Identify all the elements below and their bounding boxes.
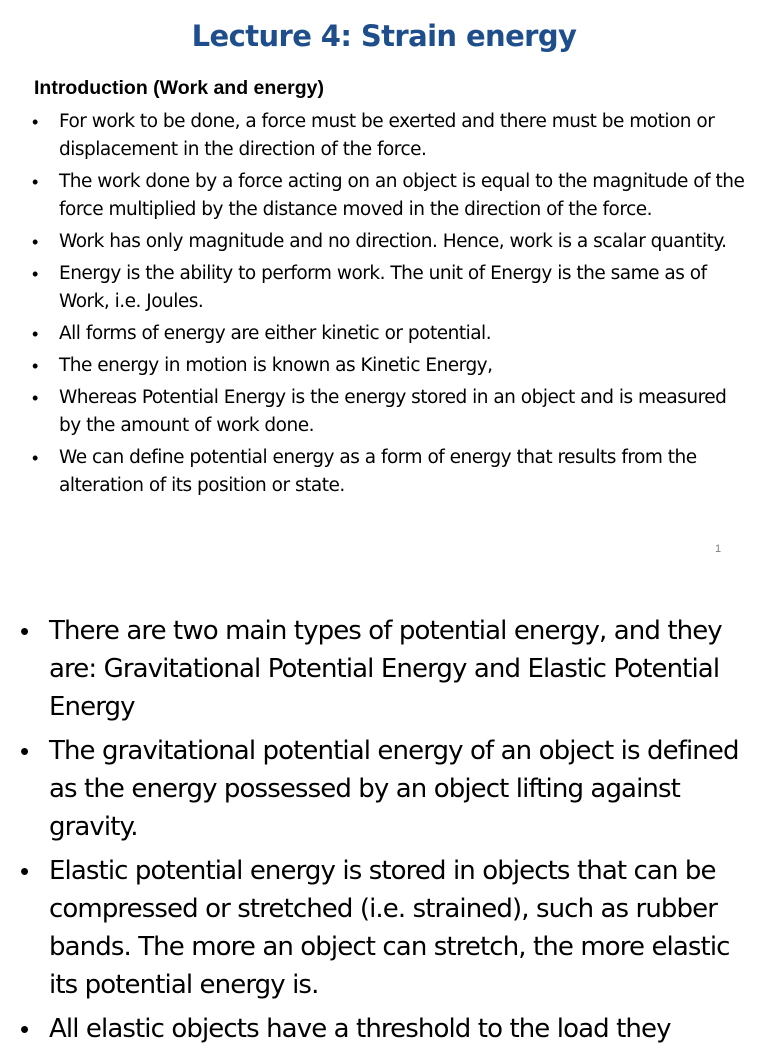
list-item	[0, 732, 765, 846]
bullet-list	[0, 108, 745, 504]
bullet-icon: •	[20, 856, 29, 886]
bullet-list	[0, 612, 765, 1054]
list-item	[0, 384, 745, 440]
section-heading: Introduction (Work and energy)	[34, 77, 324, 99]
list-item	[0, 1010, 765, 1048]
list-item	[0, 352, 745, 380]
list-item-text: For work to be done, a force must be exerted and there must be motion or displacement in the direction of the force.	[59, 111, 715, 160]
bullet-icon: •	[32, 232, 38, 252]
list-item-text: Work has only magnitude and no direction. Hence, work is a scalar quantity.	[59, 231, 727, 252]
list-item-text: All elastic objects have a threshold to the load they	[49, 1014, 671, 1044]
list-item	[0, 108, 745, 164]
list-item	[0, 168, 745, 224]
list-item	[0, 228, 745, 256]
bullet-icon: •	[32, 324, 38, 344]
bullet-icon: •	[32, 448, 38, 468]
slide-title: Lecture 4: Strain energy	[191, 19, 577, 53]
slide-2	[0, 584, 768, 1044]
bullet-icon: •	[32, 264, 38, 284]
list-item-text: Energy is the ability to perform work. The unit of Energy is the same as of Work, i.e. Joules.	[59, 263, 707, 312]
list-item-text: The work done by a force acting on an object is equal to the magnitude of the force multiplied by the distance moved in the direction of the force.	[59, 171, 745, 220]
list-item	[0, 444, 745, 500]
bullet-icon: •	[32, 172, 38, 192]
bullet-icon: •	[32, 388, 38, 408]
bullet-icon: •	[20, 616, 29, 646]
list-item-text: The energy in motion is known as Kinetic Energy,	[59, 355, 493, 376]
list-item-text: There are two main types of potential energy, and they are: Gravitational Potential Energy and Elastic Potential Energy	[49, 616, 722, 722]
list-item-text: We can define potential energy as a form of energy that results from the alteration of its position or state.	[59, 447, 697, 496]
list-item-text: The gravitational potential energy of an object is defined as the energy possessed by an object lifting against gravity.	[49, 736, 739, 842]
list-item	[0, 320, 745, 348]
bullet-icon: •	[32, 112, 38, 132]
list-item-text: Elastic potential energy is stored in objects that can be compressed or stretched (i.e. strained), such as rubber bands. The more an object can stretch, the more elastic its potential energy is.	[49, 856, 730, 1000]
list-item	[0, 260, 745, 316]
list-item-text: Whereas Potential Energy is the energy stored in an object and is measured by the amount of work done.	[59, 387, 727, 436]
list-item	[0, 612, 765, 726]
page-number: 1	[715, 543, 722, 555]
list-item	[0, 852, 765, 1004]
bullet-icon: •	[20, 1014, 29, 1044]
bullet-icon: •	[20, 736, 29, 766]
bullet-icon: •	[32, 356, 38, 376]
list-item-text: All forms of energy are either kinetic or potential.	[59, 323, 492, 344]
